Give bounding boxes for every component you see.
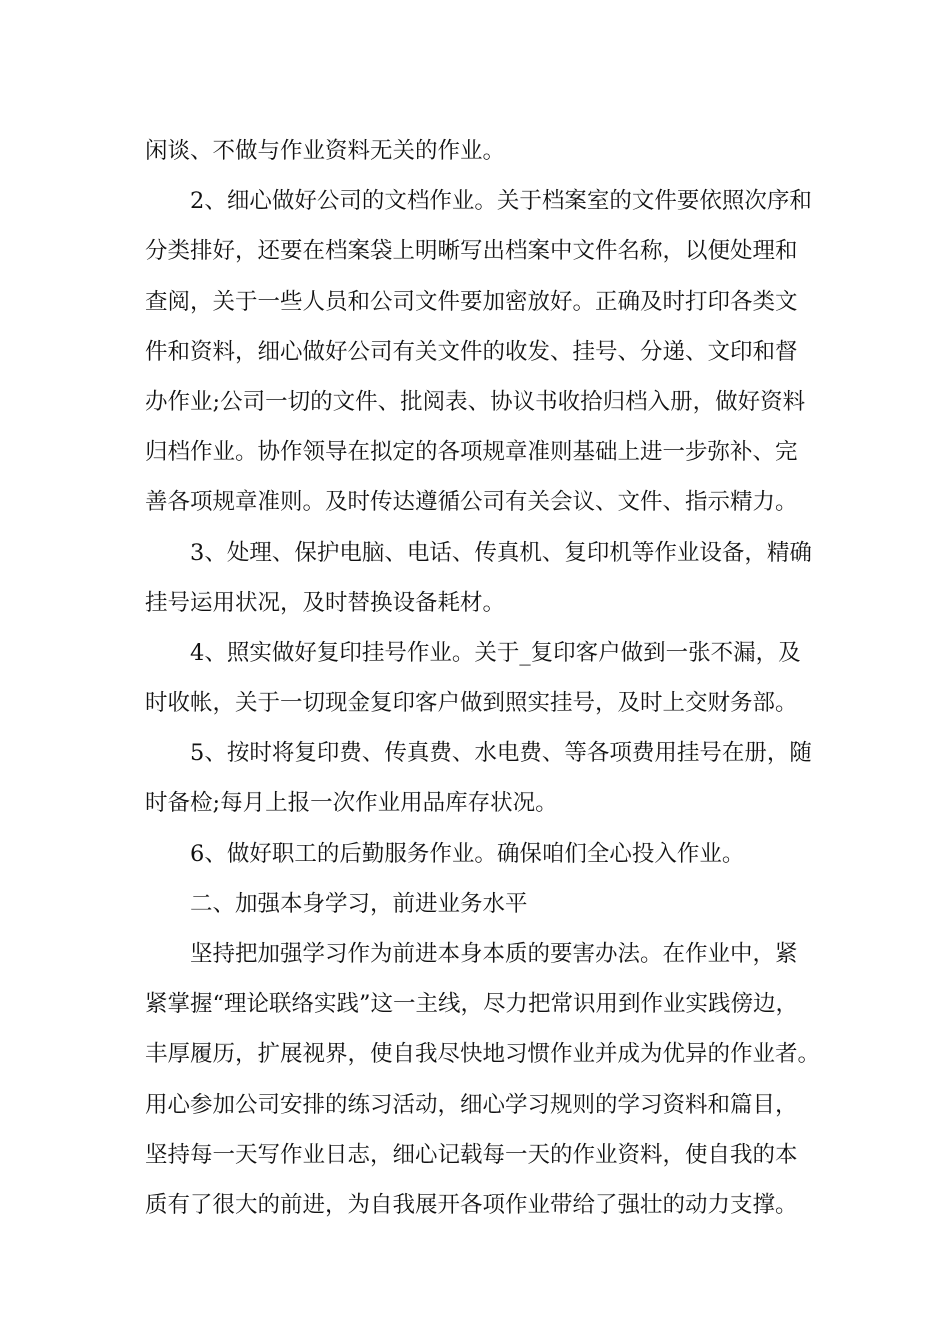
paragraph-item-2 (145, 176, 815, 527)
text-line: 时收帐，关于一切现金复印客户做到照实挂号，及时上交财务部。 (145, 690, 798, 717)
paragraph-0 (145, 126, 815, 176)
text-line: 闲谈、不做与作业资料无关的作业。 (145, 138, 506, 164)
paragraph-item-4 (145, 628, 815, 728)
text-line: 3、处理、保护电脑、电话、传真机、复印机等作业设备，精确 (190, 539, 812, 566)
text-line: 6、做好职工的后勤服务作业。确保咱们全心投入作业。 (190, 840, 745, 867)
text-line: 质有了很大的前进，为自我展开各项作业带给了强壮的动力支撑。 (145, 1191, 798, 1218)
document-body (145, 126, 821, 1230)
paragraph-item-5 (145, 728, 815, 828)
text-line: 5、按时将复印费、传真费、水电费、等各项费用挂号在册，随 (190, 740, 812, 767)
text-line: 丰厚履历，扩展视界，使自我尽快地习惯作业并成为优异的作业者。 (145, 1041, 821, 1068)
text-line: 归档作业。协作领导在拟定的各项规章准则基础上进一步弥补、完 (145, 439, 798, 466)
text-line: 挂号运用状况，及时替换设备耗材。 (145, 589, 506, 616)
text-line: 办作业;公司一切的文件、批阅表、协议书收拾归档入册，做好资料 (145, 388, 806, 415)
text-line: 坚持每一天写作业日志，细心记载每一天的作业资料，使自我的本 (145, 1141, 798, 1168)
text-line: 4、照实做好复印挂号作业。关于_复印客户做到一张不漏，及 (190, 639, 801, 666)
text-line: 查阅，关于一些人员和公司文件要加密放好。正确及时打印各类文 (145, 288, 798, 315)
text-line: 分类排好，还要在档案袋上明晰写出档案中文件名称，以便处理和 (145, 238, 798, 265)
paragraph-study (145, 929, 821, 1230)
text-line: 善各项规章准则。及时传达遵循公司有关会议、文件、指示精力。 (145, 489, 798, 516)
paragraph-item-3 (145, 528, 815, 628)
text-line: 2、细心做好公司的文档作业。关于档案室的文件要依照次序和 (190, 188, 812, 215)
heading-line: 二、加强本身学习，前进业务水平 (190, 890, 528, 917)
text-line: 紧掌握“理论联络实践”这一主线，尽力把常识用到作业实践傍边， (145, 991, 799, 1018)
text-line: 件和资料，细心做好公司有关文件的收发、挂号、分递、文印和督 (145, 338, 798, 365)
text-line: 用心参加公司安排的练习活动，细心学习规则的学习资料和篇目， (145, 1091, 798, 1118)
text-line: 时备检;每月上报一次作业用品库存状况。 (145, 790, 558, 817)
paragraph-item-6 (145, 829, 815, 879)
text-line: 坚持把加强学习作为前进本身本质的要害办法。在作业中，紧 (190, 941, 798, 967)
section-heading (145, 879, 815, 929)
